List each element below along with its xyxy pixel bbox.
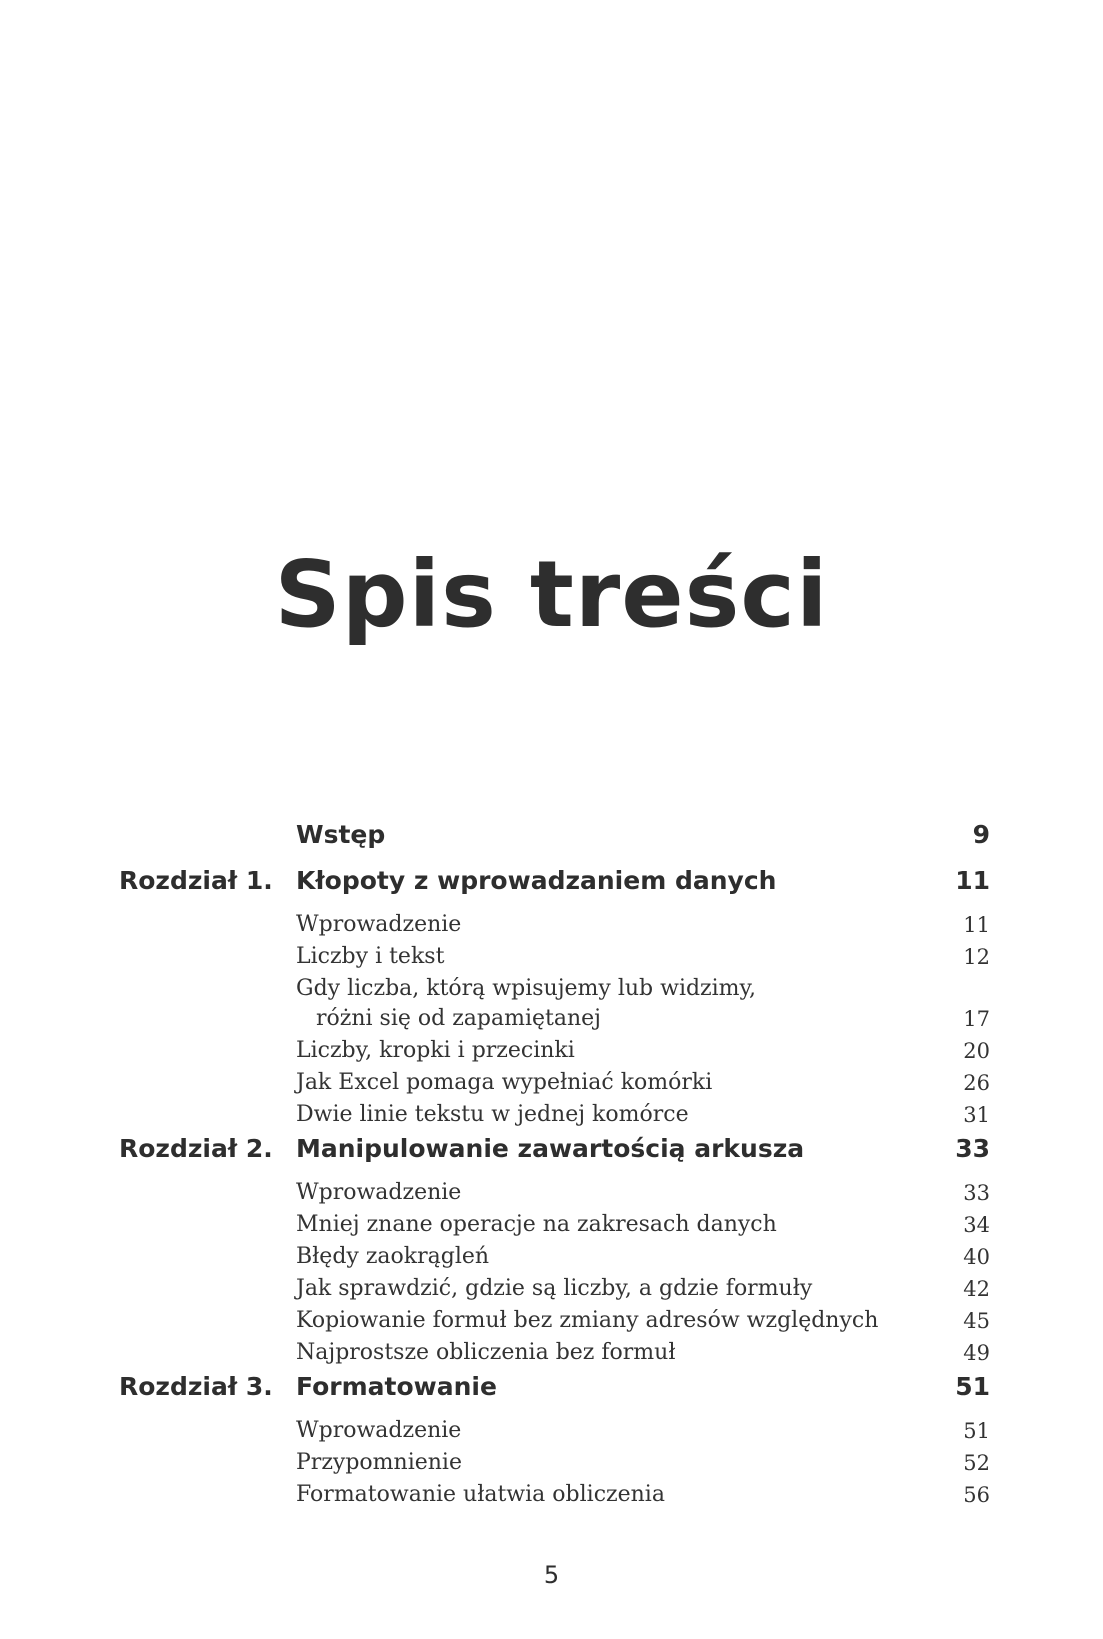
chapter-page: 33 <box>955 1134 990 1163</box>
toc-entry-title: Wprowadzenie <box>296 1180 462 1205</box>
toc-chapter-row[interactable] <box>0 1370 1103 1416</box>
toc-entry-title: Błędy zaokrągleń <box>296 1244 490 1269</box>
toc-entry-title: Dwie linie tekstu w jednej komórce <box>296 1102 689 1127</box>
toc-entry[interactable] <box>0 1036 1103 1068</box>
toc-entry-page: 26 <box>963 1071 990 1095</box>
toc-entry-title: Jak sprawdzić, gdzie są liczby, a gdzie formuły <box>296 1276 813 1301</box>
toc-entry-page: 40 <box>963 1245 990 1269</box>
toc-entry[interactable] <box>0 1178 1103 1210</box>
toc-entry-page: 33 <box>963 1181 990 1205</box>
toc-entry-title: Kopiowanie formuł bez zmiany adresów względnych <box>296 1308 879 1333</box>
toc-entry[interactable] <box>0 1448 1103 1480</box>
toc-entry-page: 52 <box>963 1451 990 1475</box>
toc-entry-page: 34 <box>963 1213 990 1237</box>
toc-entry[interactable] <box>0 1100 1103 1132</box>
toc-entry-title: Liczby, kropki i przecinki <box>296 1038 575 1063</box>
toc-entry[interactable] <box>0 1306 1103 1338</box>
toc-entry-title-wrapper <box>296 974 756 1034</box>
toc-entry[interactable] <box>0 910 1103 942</box>
toc-entry[interactable] <box>0 1210 1103 1242</box>
toc-entry-page: 11 <box>963 913 990 937</box>
chapter-label: Rozdział 2. <box>119 1134 273 1163</box>
toc-entry-title: Wprowadzenie <box>296 1418 462 1443</box>
toc-entry[interactable] <box>0 1338 1103 1370</box>
toc-entry[interactable] <box>0 1480 1103 1512</box>
toc-entry-page: 56 <box>963 1483 990 1507</box>
toc-entry-title: Przypomnienie <box>296 1450 462 1475</box>
toc-entry[interactable] <box>0 974 1103 1036</box>
toc-entry[interactable] <box>0 1274 1103 1306</box>
toc-entry-title-continued: różni się od zapamiętanej <box>316 1006 602 1031</box>
toc-entry[interactable] <box>0 942 1103 974</box>
toc-entry-page: 12 <box>963 945 990 969</box>
chapter-label: Rozdział 3. <box>119 1372 273 1401</box>
toc-entry-title: Mniej znane operacje na zakresach danych <box>296 1212 777 1237</box>
toc-entry-page: 49 <box>963 1341 990 1365</box>
chapter-title: Formatowanie <box>296 1372 497 1401</box>
toc-entry-page: 45 <box>963 1309 990 1333</box>
toc-entry-title: Jak Excel pomaga wypełniać komórki <box>296 1070 713 1095</box>
toc-intro-title: Wstęp <box>296 820 386 849</box>
chapter-page: 51 <box>955 1372 990 1401</box>
toc-entry-page: 20 <box>963 1039 990 1063</box>
chapter-title: Kłopoty z wprowadzaniem danych <box>296 866 777 895</box>
toc-entry-page: 42 <box>963 1277 990 1301</box>
table-of-contents <box>0 818 1103 1512</box>
toc-entry-title: Formatowanie ułatwia obliczenia <box>296 1482 665 1507</box>
chapter-label: Rozdział 1. <box>119 866 273 895</box>
chapter-page: 11 <box>955 866 990 895</box>
page-title: Spis treści <box>274 541 829 648</box>
toc-entry-title: Wprowadzenie <box>296 912 462 937</box>
toc-entry-title: Liczby i tekst <box>296 944 445 969</box>
chapter-title: Manipulowanie zawartością arkusza <box>296 1134 805 1163</box>
toc-entry-page: 31 <box>963 1103 990 1127</box>
toc-intro-row[interactable] <box>0 818 1103 864</box>
footer-page-number: 5 <box>543 1561 560 1589</box>
toc-entry-title: Gdy liczba, którą wpisujemy lub widzimy, <box>296 976 757 1001</box>
toc-chapter-row[interactable] <box>0 864 1103 910</box>
toc-entry[interactable] <box>0 1416 1103 1448</box>
toc-chapter-row[interactable] <box>0 1132 1103 1178</box>
toc-entry[interactable] <box>0 1068 1103 1100</box>
toc-entry[interactable] <box>0 1242 1103 1274</box>
toc-entry-page: 17 <box>963 1007 990 1031</box>
toc-intro-page: 9 <box>972 820 990 849</box>
toc-entry-page: 51 <box>963 1419 990 1443</box>
toc-entry-title: Najprostsze obliczenia bez formuł <box>296 1340 676 1365</box>
